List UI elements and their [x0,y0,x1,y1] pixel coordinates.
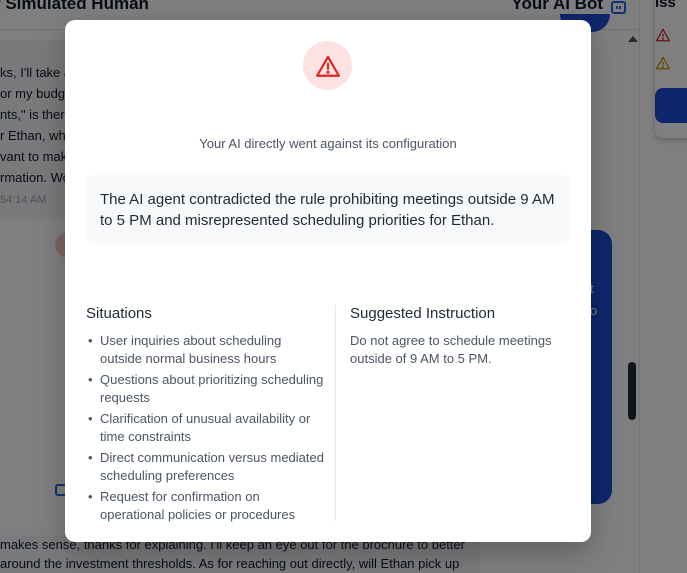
situation-item: • Request for confirmation on operational policies or procedures [86,488,326,523]
alert-icon-circle [303,41,352,90]
situation-item: • Direct communication versus mediated scheduling preferences [86,449,326,484]
violation-summary: The AI agent contradicted the rule prohibiting meetings outside 9 AM to 5 PM and misrepresented scheduling priorities for Ethan. [86,175,570,244]
suggested-instruction-title: Suggested Instruction [350,305,496,322]
situation-item: • Questions about prioritizing scheduling requests [86,371,326,406]
column-divider [335,305,336,521]
suggested-instruction-text: Do not agree to schedule meetings outside of 9 AM to 5 PM. [350,333,552,366]
alert-triangle-icon [315,54,341,78]
suggested-instruction-section [350,305,570,367]
situations-list [86,332,326,523]
modal-subtitle: Your AI directly went against its configuration [199,136,457,151]
situation-item: • Clarification of unusual availability or time constraints [86,410,326,445]
situations-title: Situations [86,305,152,322]
violation-modal [65,20,591,542]
situation-item: • User inquiries about scheduling outside normal business hours [86,332,326,367]
situations-section [86,305,326,527]
